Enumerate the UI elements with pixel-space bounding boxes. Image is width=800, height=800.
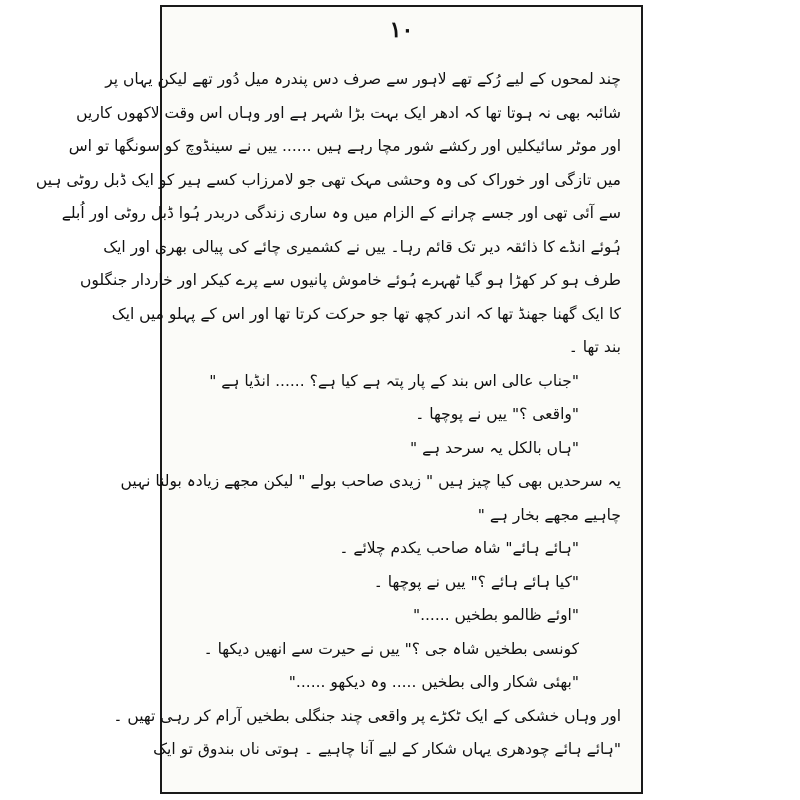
text-line: شائبہ بھی نہ ہوتا تھا کہ ادھر ایک بہت بڑا شہر ہے اور وہاں اس وقت لاکھوں کاریں xyxy=(76,103,621,122)
text-line: میں تازگی اور خوراک کی وہ وحشی مہک تھی جو لامرزاب کسے ہیر کو ایک ڈبل روٹی ہیں xyxy=(35,170,621,189)
text-line: "ہائے ہائے چودھری یہاں شکار کے لیے آنا چاہیے ۔ ہوتی ناں بندوق تو ایک xyxy=(153,740,621,758)
dialogue-line: کونسی بطخیں شاہ جی ؟" ییں نے حیرت سے انھیں دیکھا ۔ xyxy=(203,639,579,658)
dialogue-line: "جناب عالی اس بند کے پار پتہ ہے کیا ہے؟ ...... انڈیا ہے " xyxy=(209,371,579,390)
page-number: ۱۰ xyxy=(389,17,414,43)
text-line: اور موٹر سائیکلیں اور رکشے شور مچا رہے ہیں ...... ییں نے سینڈوچ کو سونگھا تو اس xyxy=(68,137,621,155)
text-line: ہُوئے انڈے کا ذائقہ دیر تک قائم رہا۔ ییں نے کشمیری چائے کی پیالی بھری اور ایک xyxy=(103,237,621,256)
dialogue-line: "واقعی ؟" ییں نے پوچھا ۔ xyxy=(415,405,579,423)
text-line: اور وہاں خشکی کے ایک ٹکڑے پر واقعی چند جنگلی بطخیں آرام کر رہی تھیں ۔ xyxy=(113,706,621,725)
text-line: سے آئی تھی اور جسے چرانے کے الزام میں وہ ساری زندگی دربدر ہُوا ڈبل روٹی اور اُبلے xyxy=(61,204,621,222)
dialogue-line: "ہائے ہائے" شاہ صاحب یکدم چلائے ۔ xyxy=(339,539,579,557)
text-line: کا ایک گھنا جھنڈ تھا کہ اندر کچھ تھا جو حرکت کرتا تھا اور اس کے پہلو میں ایک xyxy=(111,304,621,323)
book-page xyxy=(35,5,643,794)
dialogue-line: "کیا ہائے ہائے ؟" ییں نے پوچھا ۔ xyxy=(373,572,579,591)
text-line: چاہیے مجھے بخار ہے " xyxy=(477,505,621,524)
dialogue-line: "ہاں بالکل یہ سرحد ہے " xyxy=(410,438,579,457)
dialogue-line: "اوئے ظالمو بطخیں ......" xyxy=(412,606,579,624)
text-line: یہ سرحدیں بھی کیا چیز ہیں " زیدی صاحب بولے " لیکن مجھے زیادہ بولنا نہیں xyxy=(120,472,621,490)
dialogue-line: "بھئی شکار والی بطخیں ..... وہ دیکھو ......" xyxy=(288,673,579,691)
text-line: طرف ہو کر کھڑا ہو گیا ٹھہرے ہُوئے خاموش پانیوں سے پرے کیکر اور خاردار جنگلوں xyxy=(79,271,621,289)
text-line: چند لمحوں کے لیے رُکے تھے لاہور سے صرف دس پندرہ میل دُور تھے لیکن یہاں پر xyxy=(105,70,621,88)
text-line: بند تھا ۔ xyxy=(568,338,621,356)
page-body xyxy=(35,63,621,767)
